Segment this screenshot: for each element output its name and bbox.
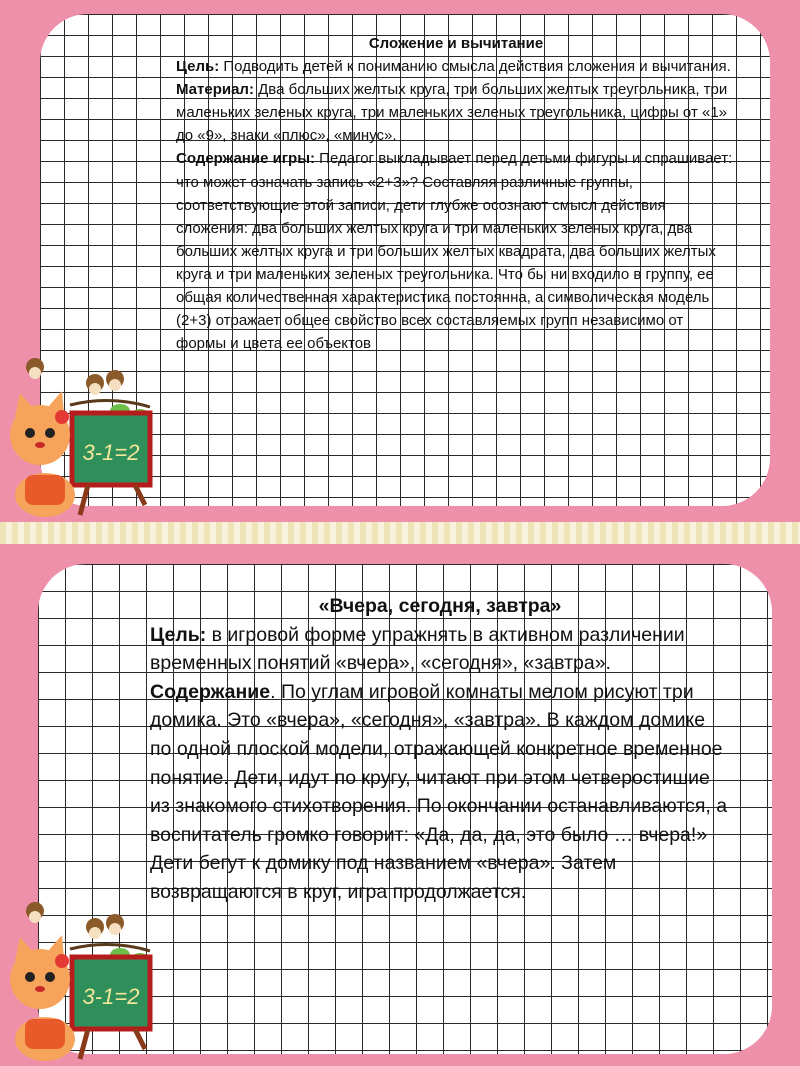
slide-text <box>150 592 730 907</box>
content-paragraph <box>150 678 730 907</box>
content-paragraph <box>176 147 736 355</box>
goal-text: Подводить детей к пониманию смысла действия сложения и вычитания. <box>219 58 731 76</box>
material-text: Два больших желтых круга, три больших желтых треугольника, три маленьких зеленых круга, три маленьких зеленых треугольника, цифры от «1» до «9», знаки «плюс», «минус». <box>176 81 728 145</box>
slide-title: «Вчера, сегодня, завтра» <box>318 595 562 617</box>
slide-title: Сложение и вычитание <box>368 35 544 52</box>
goal-text: в игровой форме упражнять в активном различении временных понятий «вчера», «сегодня», «завтра». <box>150 623 685 675</box>
chalkboard-icon <box>72 413 150 515</box>
goal-label: Цель: <box>150 623 207 646</box>
cat-mascot-illustration <box>0 345 170 520</box>
slide-divider <box>0 522 800 544</box>
cat-mascot-illustration <box>0 889 170 1064</box>
goal-paragraph <box>150 621 730 678</box>
slide-text <box>176 32 736 355</box>
slide-addition-subtraction <box>0 0 800 522</box>
goal-paragraph <box>176 55 736 78</box>
content-text: Педагог выкладывает перед детьми фигуры и спрашивает: что может означать запись «2+3»? Составляя различные группы, соответствующие этой записи, дети глубже осознают смысл действия сложения: два больших желтых круга и три маленьких зеленых круга, два больших желтых круга и три больших желтых квадрата, два больших желтых круга и три маленьких зеленых треугольника. Что бы ни входило в группу, ее общая количественная характеристика постоянна, а символическая модель (2+3) отражает общее свойство всех составляемых групп независимо от формы и цвета ее объектов <box>176 150 733 353</box>
cat-icon <box>10 935 75 1061</box>
goal-label: Цель: <box>176 58 220 76</box>
board-text: 3-1=2 <box>82 984 140 1009</box>
material-label: Материал: <box>176 81 254 99</box>
content-text: . По углам игровой комнаты мелом рисуют три домика. Это «вчера», «сегодня», «завтра». В каждом домике по одной плоской модели, отражающей конкретное временное понятие. Дети, идут по кругу, читают при этом четверостишие из знакомого стихотворения. По окончании останавливаются, а воспитатель громко говорит: «Да, да, да, это было … вчера!» Дети бегут к домику под названием «вчера». Затем возвращаются в круг, игра продолжается. <box>150 680 728 903</box>
chalkboard-icon <box>72 957 150 1059</box>
material-paragraph <box>176 78 736 147</box>
cat-icon <box>10 391 75 517</box>
content-label: Содержание <box>150 680 271 703</box>
content-label: Содержание игры: <box>176 150 316 168</box>
slide-yesterday-today-tomorrow <box>0 544 800 1066</box>
board-text: 3-1=2 <box>82 440 140 465</box>
